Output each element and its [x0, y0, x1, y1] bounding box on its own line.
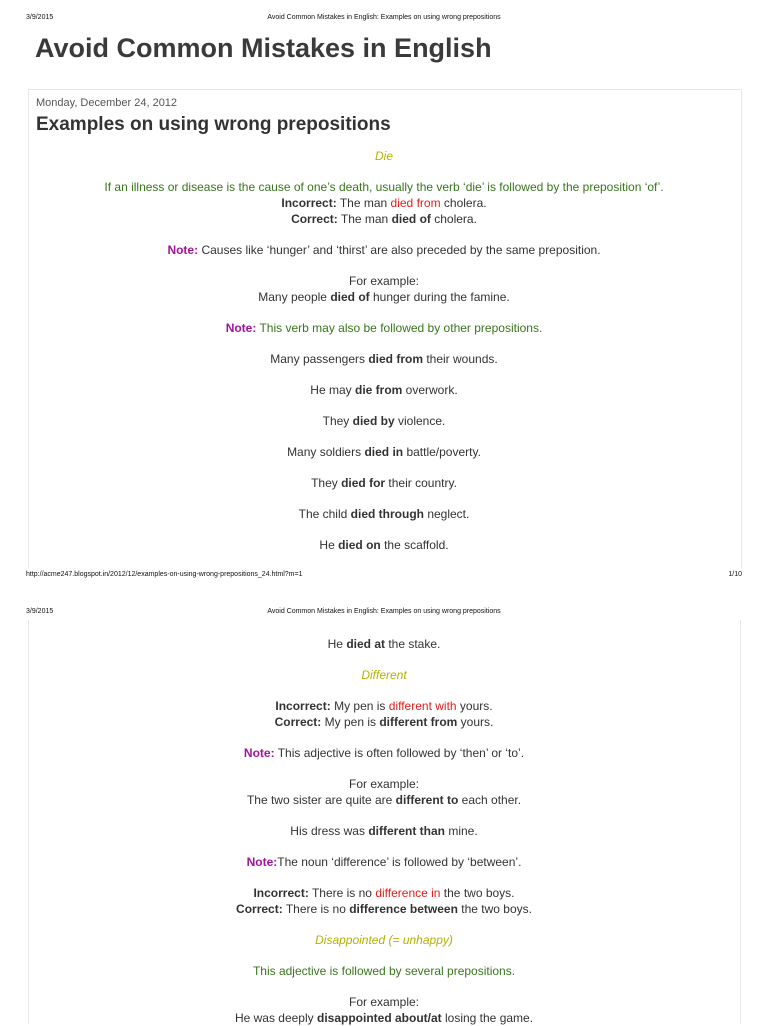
note-line: Note:The noun ‘difference’ is followed by ‘between’.: [246, 855, 522, 869]
incorrect-line: Incorrect: My pen is different with yours.: [275, 699, 493, 713]
example-line: The child died through neglect.: [298, 507, 470, 521]
post-date: Monday, December 24, 2012: [36, 97, 178, 109]
post-body: [28, 148, 740, 553]
incorrect-line: Incorrect: There is no difference in the two boys.: [253, 886, 515, 900]
example-line: Many people died of hunger during the famine.: [258, 290, 510, 304]
print-title: Avoid Common Mistakes in English: Examples on using wrong prepositions: [267, 14, 501, 21]
post-body-continued: [28, 636, 740, 1026]
example-label: For example:: [348, 777, 420, 791]
section-heading-different: Different: [361, 668, 407, 682]
post-title[interactable]: Examples on using wrong prepositions: [36, 114, 391, 135]
note-line: Note: Causes like ‘hunger’ and ‘thirst’ are also preceded by the same preposition.: [167, 243, 601, 257]
rule-text: This adjective is followed by several prepositions.: [252, 964, 516, 978]
footer-url[interactable]: http://acme247.blogspot.in/2012/12/examples-on-using-wrong-prepositions_24.html?m=1: [26, 571, 303, 578]
print-title: Avoid Common Mistakes in English: Examples on using wrong prepositions: [267, 608, 501, 615]
incorrect-line: Incorrect: The man died from cholera.: [281, 196, 487, 210]
print-date: 3/9/2015: [26, 14, 54, 21]
site-title[interactable]: Avoid Common Mistakes in English: [35, 33, 492, 63]
example-line: He died on the scaffold.: [319, 538, 449, 552]
note-line: Note: This adjective is often followed by ‘then’ or ‘to’.: [243, 746, 525, 760]
example-line: Many soldiers died in battle/poverty.: [287, 445, 481, 459]
example-line: He was deeply disappointed about/at losing the game.: [234, 1011, 534, 1025]
example-label: For example:: [348, 274, 420, 288]
example-label: For example:: [348, 995, 420, 1009]
page-number: 1/10: [728, 571, 742, 578]
example-line: They died by violence.: [322, 414, 446, 428]
post-border-right: [740, 620, 741, 1024]
correct-line: Correct: There is no difference between the two boys.: [236, 902, 532, 916]
note-line: Note: This verb may also be followed by other prepositions.: [225, 321, 543, 335]
print-date: 3/9/2015: [26, 608, 54, 615]
section-heading-disappointed: Disappointed (= unhappy): [315, 933, 453, 947]
example-line: They died for their country.: [311, 476, 457, 490]
section-heading-die: Die: [374, 149, 393, 163]
example-line: He may die from overwork.: [310, 383, 458, 397]
example-line: He died at the stake.: [327, 637, 441, 651]
rule-text: If an illness or disease is the cause of one’s death, usually the verb ‘die’ is followed by the preposition ‘of’.: [104, 180, 664, 194]
example-line: Many passengers died from their wounds.: [270, 352, 498, 366]
example-line: His dress was different than mine.: [290, 824, 478, 838]
example-line: The two sister are quite are different to each other.: [246, 793, 522, 807]
correct-line: Correct: My pen is different from yours.: [274, 715, 494, 729]
correct-line: Correct: The man died of cholera.: [291, 212, 477, 226]
